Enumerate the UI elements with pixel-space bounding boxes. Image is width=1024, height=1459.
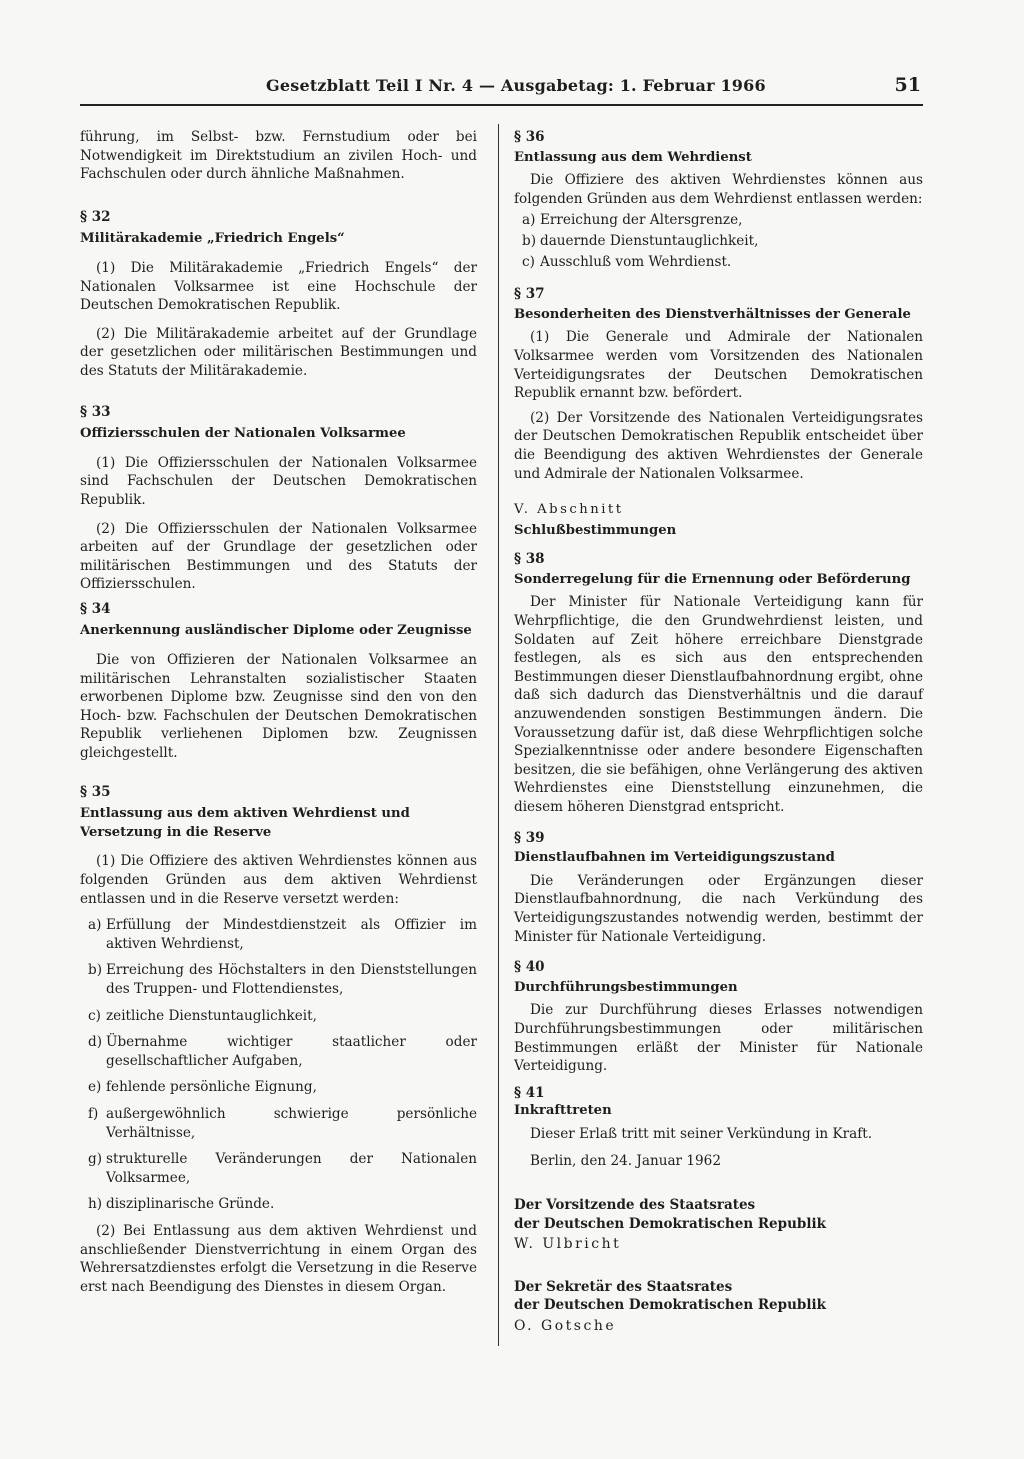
section-number-34: § 34: [80, 600, 111, 617]
running-title: Gesetzblatt Teil I Nr. 4 — Ausgabetag: 1. Februar 1966: [266, 76, 766, 95]
list-item: [80, 916, 477, 953]
section-37-paragraph-2: (2) Der Vorsitzende des Nationalen Verteidigungsrates der Deutschen Demokratischen Republik entscheidet über die Beendigung des aktiven Wehrdienstes der Generale und Admirale der Nationalen Volksarmee.: [514, 409, 923, 482]
section-41-paragraph-1: Dieser Erlaß tritt mit seiner Verkündung in Kraft.: [530, 1125, 873, 1142]
section-number-38: § 38: [514, 551, 545, 568]
list-item-text: Übernahme wichtiger staatlicher oder gesellschaftlicher Aufgaben,: [106, 1034, 477, 1069]
section-39-paragraph-1: Die Veränderungen oder Ergänzungen dieser Dienstlaufbahnordnung, die nach Verkündung des Verteidigungszustandes notwendig werden, bestimmt der Minister für Nationale Verteidigung.: [514, 872, 923, 945]
section-title-40: Durchführungsbestimmungen: [514, 979, 738, 995]
list-item-text: fehlende persönliche Eignung,: [106, 1079, 317, 1096]
list-item-label: a): [522, 212, 536, 229]
list-item-text: Erreichung des Höchstalters in den Dienststellungen des Truppen- und Flottendienstes,: [106, 962, 477, 997]
list-item-label: c): [522, 253, 535, 270]
section-35-list: [80, 916, 477, 1214]
signature-title-line-1: Der Sekretär des Staatsrates: [514, 1278, 733, 1295]
list-item-text: Ausschluß vom Wehrdienst.: [540, 253, 732, 270]
place-and-date: Berlin, den 24. Januar 1962: [530, 1152, 721, 1169]
list-item: [80, 1078, 477, 1097]
section-title-32: Militärakademie „Friedrich Engels“: [80, 231, 345, 247]
section-32-paragraph-1: (1) Die Militärakademie „Friedrich Engels“ der Nationalen Volksarmee ist eine Hochschule der Deutschen Demokratischen Republik.: [80, 259, 477, 314]
section-number-36: § 36: [514, 129, 545, 145]
list-item-label: b): [522, 232, 537, 249]
page-header: [80, 74, 923, 106]
list-item-text: zeitliche Dienstuntauglichkeit,: [106, 1007, 317, 1024]
signature-title-line-2: der Deutschen Demokratischen Republik: [514, 1297, 826, 1314]
list-item-text: Erreichung der Altersgrenze,: [540, 212, 743, 229]
list-item: [80, 961, 477, 998]
section-35-paragraph-1: (1) Die Offiziere des aktiven Wehrdienstes können aus folgenden Gründen aus dem aktiven Wehrdienst entlassen und in die Reserve versetzt werden:: [80, 853, 477, 907]
signature-name: W. Ulbricht: [514, 1236, 622, 1253]
list-item: [514, 232, 923, 251]
section-title-33: Offiziersschulen der Nationalen Volksarmee: [80, 426, 406, 442]
section-33-paragraph-2: (2) Die Offiziersschulen der Nationalen Volksarmee arbeiten auf der Grundlage der gesetzlichen oder militärischen Bestimmungen und des Statuts der Offiziersschulen.: [80, 520, 477, 593]
signature-block-2: [514, 1278, 923, 1336]
list-item: [80, 1195, 477, 1214]
right-column: [514, 128, 923, 1336]
list-item-label: b): [88, 962, 103, 979]
section-34-paragraph-1: Die von Offizieren der Nationalen Volksarmee an militärischen Lehranstalten sozialistischer Staaten erworbenen Diplome bzw. Zeugnisse sind den von den Hoch- bzw. Fachschulen der Deutschen Demokratischen Republik verliehenen Diplomen bzw. Zeugnissen gleichgestellt.: [80, 652, 477, 762]
list-item: [514, 211, 923, 230]
section-37-paragraph-1: (1) Die Generale und Admirale der Nationalen Volksarmee werden vom Vorsitzenden des Nationalen Verteidigungsrates der Deutschen Demokratischen Republik ernannt bzw. befördert.: [514, 329, 923, 402]
signature-title-line-1: Der Vorsitzende des Staatsrates: [514, 1197, 756, 1214]
list-item-label: e): [88, 1079, 102, 1096]
intro-paragraph: führung, im Selbst- bzw. Fernstudium oder bei Notwendigkeit im Direktstudium an zivilen Hoch- und Fachschulen oder durch ähnliche Maßnahmen.: [80, 129, 477, 183]
list-item-label: h): [88, 1196, 103, 1213]
list-item-label: d): [88, 1034, 103, 1051]
section-35-paragraph-2: (2) Bei Entlassung aus dem aktiven Wehrdienst und anschließender Dienstverrichtung in einem Organ des Wehrersatzdienstes erfolgt die Versetzung in die Reserve erst nach Beendigung des Dienstes in diesem Organ.: [80, 1222, 477, 1295]
section-number-35: § 35: [80, 783, 111, 800]
signature-title-line-2: der Deutschen Demokratischen Republik: [514, 1215, 826, 1232]
list-item-text: disziplinarische Gründe.: [106, 1196, 275, 1213]
chapter-title: Schlußbestimmungen: [514, 522, 677, 538]
column-divider: [498, 124, 499, 1346]
section-33-paragraph-1: (1) Die Offiziersschulen der Nationalen Volksarmee sind Fachschulen der Deutschen Demokratischen Republik.: [80, 454, 477, 508]
section-number-32: § 32: [80, 208, 111, 225]
list-item-text: strukturelle Veränderungen der Nationalen Volksarmee,: [106, 1151, 477, 1186]
list-item-text: dauernde Dienstuntauglichkeit,: [540, 232, 759, 249]
section-title-41: Inkrafttreten: [514, 1103, 612, 1119]
page-number: 51: [894, 74, 921, 96]
section-number-33: § 33: [80, 403, 111, 420]
section-title-34: Anerkennung ausländischer Diplome oder Zeugnisse: [80, 623, 472, 639]
list-item-text: außergewöhnlich schwierige persönliche Verhältnisse,: [106, 1105, 477, 1141]
section-36-list: [514, 211, 923, 271]
section-number-40: § 40: [514, 959, 545, 976]
section-36-paragraph-1: Die Offiziere des aktiven Wehrdienstes können aus folgenden Gründen aus dem Wehrdienst entlassen werden:: [514, 172, 923, 207]
section-40-paragraph-1: Die zur Durchführung dieses Erlasses notwendigen Durchführungsbestimmungen oder militärischen Bestimmungen erläßt der Minister für Nationale Verteidigung.: [514, 1002, 923, 1075]
section-title-36: Entlassung aus dem Wehrdienst: [514, 149, 752, 165]
list-item: [80, 1150, 477, 1187]
section-title-39: Dienstlaufbahnen im Verteidigungszustand: [514, 850, 835, 866]
list-item: [80, 1105, 477, 1142]
list-item: [80, 1007, 477, 1026]
section-number-41: § 41: [514, 1084, 545, 1101]
section-title-37: Besonderheiten des Dienstverhältnisses der Generale: [514, 306, 911, 322]
section-number-39: § 39: [514, 829, 545, 846]
list-item-label: f): [88, 1105, 99, 1122]
list-item-label: a): [88, 917, 102, 934]
section-chapter-label: V. Abschnitt: [514, 502, 624, 518]
section-title-35-line-1: Entlassung aus dem aktiven Wehrdienst und: [80, 806, 410, 822]
signature-name: O. Gotsche: [514, 1318, 617, 1335]
left-column: [80, 128, 477, 1296]
list-item-text: Erfüllung der Mindestdienstzeit als Offizier im aktiven Wehrdienst,: [106, 917, 477, 952]
section-title-38: Sonderregelung für die Ernennung oder Beförderung: [514, 571, 911, 587]
section-number-37: § 37: [514, 286, 545, 303]
signature-block-1: [514, 1196, 923, 1254]
section-title-35-line-2: Versetzung in die Reserve: [80, 824, 272, 840]
list-item: [80, 1033, 477, 1070]
list-item: [514, 253, 923, 272]
section-32-paragraph-2: (2) Die Militärakademie arbeitet auf der Grundlage der gesetzlichen oder militärischen Bestimmungen und des Statuts der Militärakademie.: [80, 325, 477, 379]
list-item-label: g): [88, 1151, 103, 1168]
list-item-label: c): [88, 1007, 101, 1024]
section-38-paragraph-1: Der Minister für Nationale Verteidigung kann für Wehrpflichtige, die den Grundwehrdienst leisten, und Soldaten auf Zeit höhere erreichbare Dienstgrade festlegen, als es sich aus den entsprechenden Bestimmungen dieser Dienstlaufbahnordnung ergibt, ohne daß sich dadurch das Dienstverhältnis und die darauf anzuwendenden sonstigen Bestimmungen ändern. Die Voraussetzung dafür ist, daß diese Wehrpflichtigen solche Spezialkenntnisse oder andere besondere Eigenschaften besitzen, die sie befähigen, ohne Verlängerung des aktiven Wehrdienstes eine Dienststellung einzunehmen, die diesem höheren Dienstgrad entspricht.: [514, 594, 923, 815]
